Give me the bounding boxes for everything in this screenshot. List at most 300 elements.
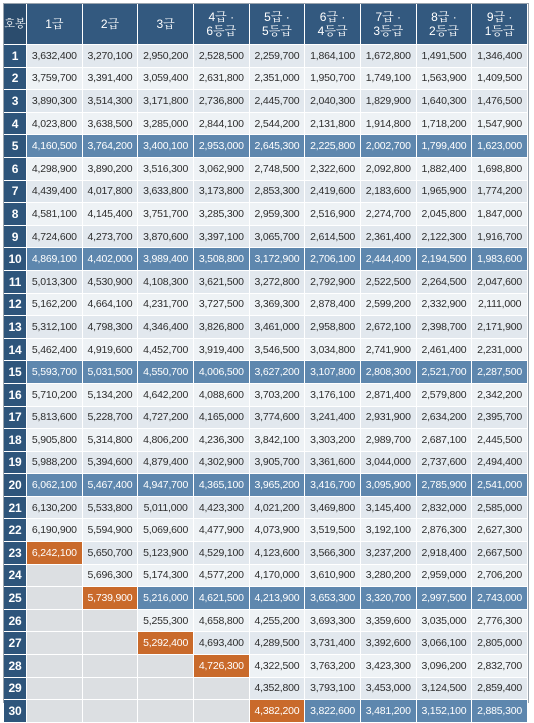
column-header-text: 2등급 <box>428 24 459 38</box>
salary-cell: 1,965,900 <box>416 180 472 203</box>
salary-cell: 3,461,000 <box>249 316 305 339</box>
column-header-text: 1등급 <box>484 24 515 38</box>
salary-cell: 4,658,800 <box>193 609 249 632</box>
salary-cell: 2,645,300 <box>249 135 305 158</box>
step-cell: 16 <box>4 383 27 406</box>
empty-cell <box>82 677 138 700</box>
salary-cell: 3,703,200 <box>249 383 305 406</box>
salary-cell: 3,173,800 <box>193 180 249 203</box>
salary-cell: 5,228,700 <box>82 406 138 429</box>
salary-cell: 3,693,300 <box>305 609 361 632</box>
salary-cell: 1,847,000 <box>472 203 528 226</box>
step-cell: 4 <box>4 112 27 135</box>
table-row <box>4 496 528 519</box>
salary-cell: 2,398,700 <box>416 316 472 339</box>
salary-cell: 2,958,800 <box>305 316 361 339</box>
salary-cell: 3,727,500 <box>193 293 249 316</box>
salary-cell: 3,096,200 <box>416 655 472 678</box>
salary-cell: 2,885,300 <box>472 700 528 723</box>
empty-cell <box>82 655 138 678</box>
step-cell: 14 <box>4 338 27 361</box>
salary-cell: 2,516,900 <box>305 203 361 226</box>
salary-cell: 4,352,800 <box>249 677 305 700</box>
salary-cell: 4,236,300 <box>193 429 249 452</box>
salary-cell: 3,272,800 <box>249 270 305 293</box>
salary-cell: 3,280,200 <box>360 564 416 587</box>
salary-cell: 2,419,600 <box>305 180 361 203</box>
step-cell: 8 <box>4 203 27 226</box>
salary-cell: 4,581,100 <box>27 203 83 226</box>
salary-cell: 1,916,700 <box>472 225 528 248</box>
salary-cell: 2,579,800 <box>416 383 472 406</box>
salary-cell: 4,477,900 <box>193 519 249 542</box>
salary-cell: 4,298,900 <box>27 157 83 180</box>
salary-cell: 4,289,500 <box>249 632 305 655</box>
salary-cell: 2,859,400 <box>472 677 528 700</box>
salary-cell: 4,530,900 <box>82 270 138 293</box>
salary-cell: 4,346,400 <box>138 316 194 339</box>
table-row <box>4 429 528 452</box>
salary-cell: 5,739,900 <box>82 587 138 610</box>
salary-cell: 3,066,100 <box>416 632 472 655</box>
salary-cell: 5,216,000 <box>138 587 194 610</box>
table-row <box>4 248 528 271</box>
salary-cell: 3,989,400 <box>138 248 194 271</box>
salary-cell: 3,095,900 <box>360 474 416 497</box>
salary-cell: 4,402,000 <box>82 248 138 271</box>
salary-cell: 5,162,200 <box>27 293 83 316</box>
salary-cell: 4,726,300 <box>193 655 249 678</box>
salary-cell: 2,225,800 <box>305 135 361 158</box>
empty-cell <box>138 700 194 723</box>
salary-cell: 3,176,100 <box>305 383 361 406</box>
salary-cell: 2,832,000 <box>416 496 472 519</box>
salary-cell: 4,145,400 <box>82 203 138 226</box>
salary-cell: 5,013,300 <box>27 270 83 293</box>
salary-cell: 6,190,900 <box>27 519 83 542</box>
salary-cell: 1,799,400 <box>416 135 472 158</box>
salary-cell: 2,741,900 <box>360 338 416 361</box>
salary-cell: 3,059,400 <box>138 67 194 90</box>
salary-cell: 3,124,500 <box>416 677 472 700</box>
salary-cell: 4,439,400 <box>27 180 83 203</box>
salary-cell: 3,627,200 <box>249 361 305 384</box>
salary-cell: 4,919,600 <box>82 338 138 361</box>
empty-cell <box>27 587 83 610</box>
salary-cell: 5,467,400 <box>82 474 138 497</box>
table-row <box>4 587 528 610</box>
salary-cell: 2,627,300 <box>472 519 528 542</box>
step-cell: 5 <box>4 135 27 158</box>
column-header-g8 <box>416 4 472 45</box>
salary-cell: 3,566,300 <box>305 542 361 565</box>
salary-cell: 5,314,800 <box>82 429 138 452</box>
salary-cell: 4,023,800 <box>27 112 83 135</box>
salary-cell: 3,905,700 <box>249 451 305 474</box>
table-body <box>4 45 528 723</box>
empty-cell <box>138 655 194 678</box>
salary-cell: 1,672,800 <box>360 45 416 68</box>
column-header-text: 8급 · <box>431 10 457 24</box>
salary-cell: 2,122,300 <box>416 225 472 248</box>
salary-cell: 5,462,400 <box>27 338 83 361</box>
salary-cell: 5,813,600 <box>27 406 83 429</box>
column-header-text: 1급 <box>45 17 64 31</box>
column-header-text: 호봉 <box>4 18 26 30</box>
column-header-text: 3급 <box>156 17 175 31</box>
table-row <box>4 609 528 632</box>
salary-cell: 3,516,300 <box>138 157 194 180</box>
salary-cell: 1,914,800 <box>360 112 416 135</box>
salary-cell: 2,844,100 <box>193 112 249 135</box>
salary-cell: 5,394,600 <box>82 451 138 474</box>
salary-cell: 6,242,100 <box>27 542 83 565</box>
step-cell: 29 <box>4 677 27 700</box>
salary-cell: 5,533,800 <box>82 496 138 519</box>
salary-cell: 3,320,700 <box>360 587 416 610</box>
salary-cell: 2,528,500 <box>193 45 249 68</box>
salary-cell: 4,108,300 <box>138 270 194 293</box>
salary-cell: 3,303,200 <box>305 429 361 452</box>
table-row <box>4 542 528 565</box>
salary-cell: 4,727,200 <box>138 406 194 429</box>
salary-cell: 6,062,100 <box>27 474 83 497</box>
salary-cell: 2,776,300 <box>472 609 528 632</box>
salary-cell: 3,508,800 <box>193 248 249 271</box>
table-row <box>4 564 528 587</box>
salary-cell: 3,890,300 <box>27 90 83 113</box>
salary-cell: 2,667,500 <box>472 542 528 565</box>
salary-cell: 3,359,600 <box>360 609 416 632</box>
column-header-g4 <box>193 4 249 45</box>
salary-cell: 1,983,600 <box>472 248 528 271</box>
salary-cell: 3,965,200 <box>249 474 305 497</box>
salary-cell: 3,632,400 <box>27 45 83 68</box>
salary-cell: 2,544,200 <box>249 112 305 135</box>
salary-cell: 2,522,500 <box>360 270 416 293</box>
step-cell: 2 <box>4 67 27 90</box>
column-header-g9 <box>472 4 528 45</box>
step-cell: 10 <box>4 248 27 271</box>
salary-cell: 2,287,500 <box>472 361 528 384</box>
salary-cell: 3,361,600 <box>305 451 361 474</box>
salary-cell: 2,989,700 <box>360 429 416 452</box>
empty-cell <box>193 677 249 700</box>
salary-cell: 2,736,800 <box>193 90 249 113</box>
salary-cell: 2,997,500 <box>416 587 472 610</box>
salary-cell: 1,491,500 <box>416 45 472 68</box>
salary-cell: 4,693,400 <box>193 632 249 655</box>
salary-cell: 5,710,200 <box>27 383 83 406</box>
salary-cell: 4,724,600 <box>27 225 83 248</box>
salary-cell: 2,461,400 <box>416 338 472 361</box>
salary-cell: 2,959,000 <box>416 564 472 587</box>
table-row <box>4 474 528 497</box>
salary-cell: 2,614,500 <box>305 225 361 248</box>
table-row <box>4 700 528 723</box>
table-row <box>4 135 528 158</box>
salary-cell: 3,369,300 <box>249 293 305 316</box>
table-row <box>4 112 528 135</box>
table-row <box>4 270 528 293</box>
column-header-text: 6등급 <box>206 24 237 38</box>
step-cell: 23 <box>4 542 27 565</box>
salary-cell: 4,231,700 <box>138 293 194 316</box>
salary-cell: 2,231,000 <box>472 338 528 361</box>
salary-cell: 2,259,700 <box>249 45 305 68</box>
salary-cell: 2,950,200 <box>138 45 194 68</box>
table-row <box>4 203 528 226</box>
salary-cell: 1,346,400 <box>472 45 528 68</box>
salary-cell: 2,706,200 <box>472 564 528 587</box>
salary-cell: 3,469,800 <box>305 496 361 519</box>
salary-cell: 3,731,400 <box>305 632 361 655</box>
table-row <box>4 45 528 68</box>
step-cell: 3 <box>4 90 27 113</box>
column-header-text: 3등급 <box>373 24 404 38</box>
salary-cell: 3,870,600 <box>138 225 194 248</box>
salary-cell: 3,285,300 <box>193 203 249 226</box>
salary-cell: 3,610,900 <box>305 564 361 587</box>
salary-cell: 4,021,200 <box>249 496 305 519</box>
salary-cell: 2,687,100 <box>416 429 472 452</box>
salary-cell: 4,382,200 <box>249 700 305 723</box>
column-header-text: 2급 <box>100 17 120 31</box>
salary-cell: 1,882,400 <box>416 157 472 180</box>
salary-cell: 2,111,000 <box>472 293 528 316</box>
step-cell: 9 <box>4 225 27 248</box>
salary-cell: 3,453,000 <box>360 677 416 700</box>
table-row <box>4 180 528 203</box>
salary-cell: 2,395,700 <box>472 406 528 429</box>
salary-cell: 4,017,800 <box>82 180 138 203</box>
column-header-g7 <box>360 4 416 45</box>
salary-cell: 4,302,900 <box>193 451 249 474</box>
column-header-text: 5등급 <box>262 24 292 38</box>
salary-cell: 2,706,100 <box>305 248 361 271</box>
step-cell: 27 <box>4 632 27 655</box>
salary-cell: 2,785,900 <box>416 474 472 497</box>
salary-cell: 4,642,200 <box>138 383 194 406</box>
salary-table-frame <box>3 3 529 719</box>
salary-cell: 2,002,700 <box>360 135 416 158</box>
salary-cell: 3,919,400 <box>193 338 249 361</box>
salary-cell: 2,541,000 <box>472 474 528 497</box>
step-cell: 24 <box>4 564 27 587</box>
salary-cell: 2,634,200 <box>416 406 472 429</box>
salary-cell: 2,494,400 <box>472 451 528 474</box>
salary-cell: 3,044,000 <box>360 451 416 474</box>
salary-cell: 4,529,100 <box>193 542 249 565</box>
salary-cell: 5,292,400 <box>138 632 194 655</box>
salary-cell: 2,876,300 <box>416 519 472 542</box>
salary-cell: 3,145,400 <box>360 496 416 519</box>
column-header-g5 <box>249 4 305 45</box>
table-row <box>4 157 528 180</box>
step-cell: 6 <box>4 157 27 180</box>
salary-cell: 1,829,900 <box>360 90 416 113</box>
salary-cell: 3,152,100 <box>416 700 472 723</box>
table-row <box>4 519 528 542</box>
salary-cell: 3,270,100 <box>82 45 138 68</box>
salary-cell: 3,416,700 <box>305 474 361 497</box>
salary-cell: 5,255,300 <box>138 609 194 632</box>
salary-cell: 5,069,600 <box>138 519 194 542</box>
salary-cell: 2,585,000 <box>472 496 528 519</box>
salary-cell: 2,959,300 <box>249 203 305 226</box>
salary-cell: 2,131,800 <box>305 112 361 135</box>
salary-cell: 2,853,300 <box>249 180 305 203</box>
empty-cell <box>27 632 83 655</box>
salary-cell: 1,864,100 <box>305 45 361 68</box>
salary-cell: 3,638,500 <box>82 112 138 135</box>
salary-cell: 5,593,700 <box>27 361 83 384</box>
salary-cell: 1,718,200 <box>416 112 472 135</box>
salary-cell: 4,423,300 <box>193 496 249 519</box>
salary-cell: 3,842,100 <box>249 429 305 452</box>
column-header-text: 5급 · <box>264 10 290 24</box>
salary-cell: 3,890,200 <box>82 157 138 180</box>
salary-cell: 3,400,100 <box>138 135 194 158</box>
salary-cell: 3,107,800 <box>305 361 361 384</box>
salary-cell: 2,878,400 <box>305 293 361 316</box>
salary-cell: 3,237,200 <box>360 542 416 565</box>
empty-cell <box>27 609 83 632</box>
salary-cell: 4,123,600 <box>249 542 305 565</box>
salary-cell: 3,763,200 <box>305 655 361 678</box>
salary-cell: 3,621,500 <box>193 270 249 293</box>
step-cell: 18 <box>4 429 27 452</box>
salary-cell: 5,905,800 <box>27 429 83 452</box>
empty-cell <box>193 700 249 723</box>
empty-cell <box>27 655 83 678</box>
salary-cell: 3,759,700 <box>27 67 83 90</box>
salary-cell: 4,550,700 <box>138 361 194 384</box>
salary-cell: 3,062,900 <box>193 157 249 180</box>
salary-cell: 4,806,200 <box>138 429 194 452</box>
salary-cell: 4,947,700 <box>138 474 194 497</box>
step-cell: 28 <box>4 655 27 678</box>
salary-cell: 2,931,900 <box>360 406 416 429</box>
salary-table <box>4 4 528 723</box>
salary-cell: 5,134,200 <box>82 383 138 406</box>
salary-cell: 3,035,000 <box>416 609 472 632</box>
column-header-g1 <box>27 4 83 45</box>
step-cell: 17 <box>4 406 27 429</box>
salary-cell: 3,397,100 <box>193 225 249 248</box>
salary-cell: 2,183,600 <box>360 180 416 203</box>
salary-cell: 4,088,600 <box>193 383 249 406</box>
salary-cell: 3,423,300 <box>360 655 416 678</box>
salary-cell: 2,332,900 <box>416 293 472 316</box>
salary-cell: 4,165,000 <box>193 406 249 429</box>
step-cell: 15 <box>4 361 27 384</box>
column-header-text: 4등급 <box>317 24 348 38</box>
salary-cell: 3,065,700 <box>249 225 305 248</box>
salary-cell: 2,444,400 <box>360 248 416 271</box>
salary-cell: 4,798,300 <box>82 316 138 339</box>
salary-cell: 4,879,400 <box>138 451 194 474</box>
salary-cell: 4,621,500 <box>193 587 249 610</box>
empty-cell <box>27 700 83 723</box>
column-header-g6 <box>305 4 361 45</box>
salary-cell: 5,031,500 <box>82 361 138 384</box>
column-header-text: 7급 · <box>375 10 402 24</box>
table-row <box>4 338 528 361</box>
salary-cell: 6,130,200 <box>27 496 83 519</box>
salary-cell: 2,918,400 <box>416 542 472 565</box>
table-row <box>4 90 528 113</box>
table-row <box>4 677 528 700</box>
table-row <box>4 316 528 339</box>
salary-cell: 2,737,600 <box>416 451 472 474</box>
table-row <box>4 67 528 90</box>
step-cell: 20 <box>4 474 27 497</box>
step-cell: 19 <box>4 451 27 474</box>
salary-cell: 1,698,800 <box>472 157 528 180</box>
salary-cell: 1,547,900 <box>472 112 528 135</box>
salary-cell: 2,040,300 <box>305 90 361 113</box>
step-cell: 7 <box>4 180 27 203</box>
salary-cell: 2,953,000 <box>193 135 249 158</box>
salary-cell: 1,950,700 <box>305 67 361 90</box>
salary-cell: 4,255,200 <box>249 609 305 632</box>
empty-cell <box>27 564 83 587</box>
salary-cell: 2,748,500 <box>249 157 305 180</box>
step-cell: 25 <box>4 587 27 610</box>
salary-cell: 2,274,700 <box>360 203 416 226</box>
salary-cell: 5,650,700 <box>82 542 138 565</box>
salary-cell: 2,792,900 <box>305 270 361 293</box>
salary-cell: 3,633,800 <box>138 180 194 203</box>
empty-cell <box>82 609 138 632</box>
salary-cell: 2,264,500 <box>416 270 472 293</box>
salary-cell: 2,092,800 <box>360 157 416 180</box>
salary-cell: 1,476,500 <box>472 90 528 113</box>
salary-cell: 3,514,300 <box>82 90 138 113</box>
salary-cell: 3,481,200 <box>360 700 416 723</box>
salary-cell: 5,011,000 <box>138 496 194 519</box>
table-row <box>4 225 528 248</box>
table-row <box>4 383 528 406</box>
salary-cell: 2,361,400 <box>360 225 416 248</box>
salary-cell: 2,047,600 <box>472 270 528 293</box>
column-header-g2 <box>82 4 138 45</box>
salary-cell: 5,696,300 <box>82 564 138 587</box>
salary-cell: 2,171,900 <box>472 316 528 339</box>
salary-cell: 4,006,500 <box>193 361 249 384</box>
salary-cell: 2,743,000 <box>472 587 528 610</box>
column-header-g3 <box>138 4 194 45</box>
salary-cell: 3,391,400 <box>82 67 138 90</box>
salary-cell: 4,213,900 <box>249 587 305 610</box>
salary-cell: 3,653,300 <box>305 587 361 610</box>
step-cell: 30 <box>4 700 27 723</box>
salary-cell: 2,342,200 <box>472 383 528 406</box>
table-row <box>4 655 528 678</box>
salary-cell: 1,623,000 <box>472 135 528 158</box>
salary-cell: 3,172,900 <box>249 248 305 271</box>
salary-cell: 3,774,600 <box>249 406 305 429</box>
salary-cell: 3,822,600 <box>305 700 361 723</box>
step-cell: 22 <box>4 519 27 542</box>
salary-cell: 4,170,000 <box>249 564 305 587</box>
salary-cell: 2,045,800 <box>416 203 472 226</box>
salary-cell: 4,577,200 <box>193 564 249 587</box>
salary-cell: 3,793,100 <box>305 677 361 700</box>
column-header-text: 4급 · <box>208 10 235 24</box>
salary-cell: 2,871,400 <box>360 383 416 406</box>
